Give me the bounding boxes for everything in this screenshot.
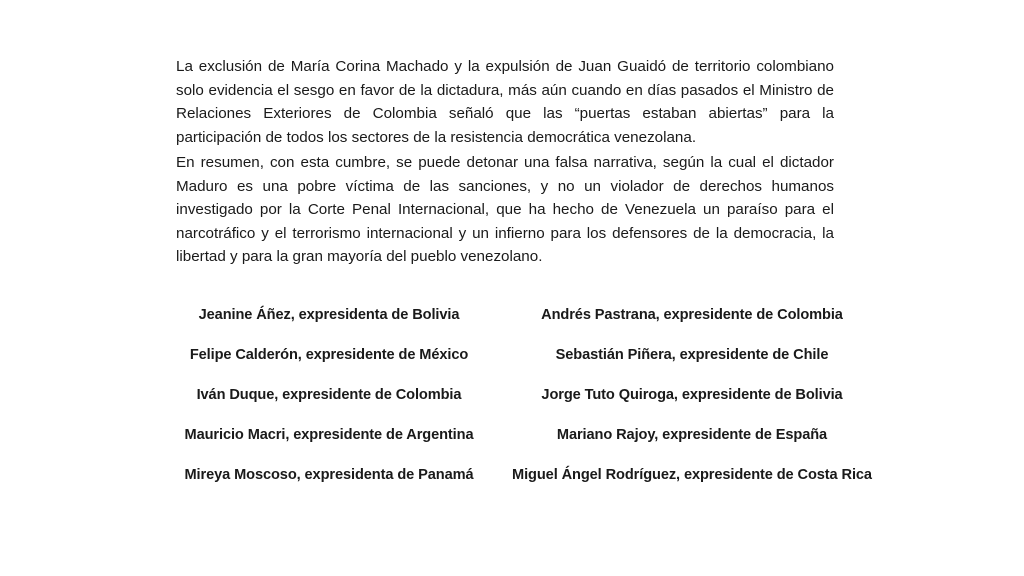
signatory-row xyxy=(176,383,876,423)
paragraph-exclusion: La exclusión de María Corina Machado y la expulsión de Juan Guaidó de territorio colombiano solo evidencia el sesgo en favor de la dictadura, más aún cuando en días pasados el Ministro de Relaciones Exteriores de Colombia señaló que las “puertas estaban abiertas” para la participación de todos los sectores de la resistencia democrática venezolana. xyxy=(176,58,834,146)
signatories-list xyxy=(176,303,876,503)
signatory-right: Andrés Pastrana, expresidente de Colombia xyxy=(541,307,843,323)
signatory-right: Miguel Ángel Rodríguez, expresidente de Costa Rica xyxy=(512,467,872,483)
signatory-right: Mariano Rajoy, expresidente de España xyxy=(556,427,828,443)
signatory-row xyxy=(176,463,876,503)
signatory-left: Felipe Calderón, expresidente de México xyxy=(189,347,469,363)
signatory-row xyxy=(176,343,876,383)
signatory-left: Mauricio Macri, expresidente de Argentina xyxy=(184,427,474,443)
signatory-row xyxy=(176,303,876,343)
signatory-left: Iván Duque, expresidente de Colombia xyxy=(196,387,462,403)
signatory-right: Sebastián Piñera, expresidente de Chile xyxy=(555,347,829,363)
paragraph-summary: En resumen, con esta cumbre, se puede detonar una falsa narrativa, según la cual el dictador Maduro es una pobre víctima de las sanciones, y no un violador de derechos humanos investigado por la Corte Penal Internacional, que ha hecho de Venezuela un paraíso para el narcotráfico y el terrorismo internacional y un infierno para los defensores de la democracia, la libertad y para la gran mayoría del pueblo venezolano. xyxy=(176,154,834,265)
signatory-left: Mireya Moscoso, expresidenta de Panamá xyxy=(184,467,474,483)
signatory-row xyxy=(176,423,876,463)
signatory-left: Jeanine Áñez, expresidenta de Bolivia xyxy=(198,307,460,323)
signatory-right: Jorge Tuto Quiroga, expresidente de Bolivia xyxy=(541,387,843,403)
